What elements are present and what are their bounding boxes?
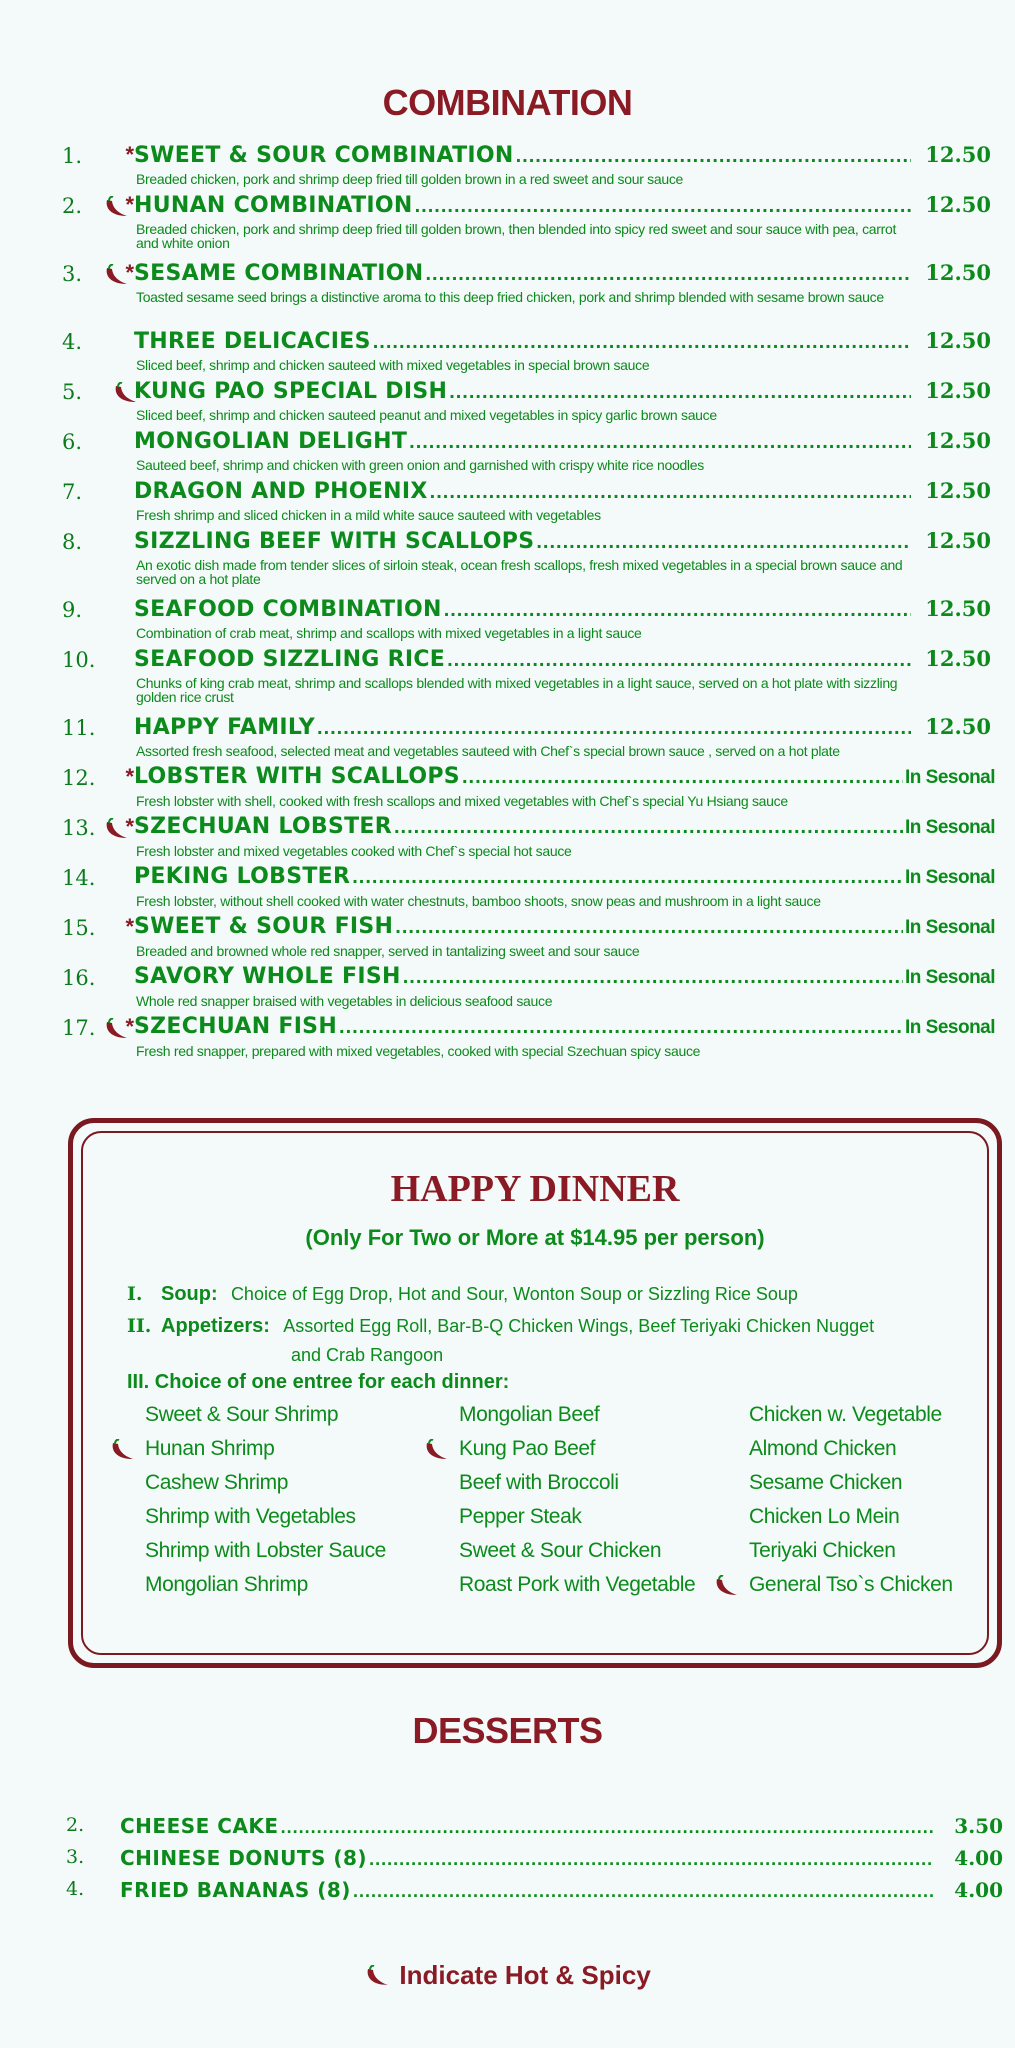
entree-item [459,1437,695,1471]
item-name: DRAGON AND PHOENIX [134,479,428,504]
appetizers-row [127,1315,874,1338]
item-number: 8. [62,530,83,554]
happy-dinner-title: HAPPY DINNER [390,1168,680,1210]
leader-dots [394,816,903,839]
leader-dots [353,1881,933,1902]
item-price: 12.50 [925,646,991,671]
entree-item [749,1573,953,1607]
item-number: 4. [62,330,83,354]
item-description: Breaded chicken, pork and shrimp deep fried till golden brown in a red sweet and sour sauce [136,171,684,187]
dessert-name: CHINESE DONUTS (8) [120,1846,368,1870]
item-price: 12.50 [925,528,991,553]
combo-item [0,590,1015,641]
item-number: 7. [62,480,83,504]
combo-item [0,1008,1015,1059]
item-name: SIZZLING BEEF WITH SCALLOPS [134,529,535,554]
item-description: Whole red snapper braised with vegetables in delicious seafood sauce [136,993,553,1009]
entree-column-chicken [749,1403,953,1607]
leader-dots [425,263,911,286]
item-number: 2. [62,194,83,218]
chili-pepper-icon [423,1439,451,1463]
entree-item [459,1573,695,1607]
item-description: Combination of crab meat, shrimp and scallops with mixed vegetables in a light sauce [136,625,642,641]
desserts-list [0,1812,1015,1908]
combo-item [0,908,1015,959]
leader-dots [395,916,903,939]
appetizers-row-2 [291,1345,443,1367]
item-description: Sliced beef, shrimp and chicken sauteed with mixed vegetables in special brown sauce [136,357,650,373]
item-name: SZECHUAN FISH [134,1014,338,1039]
item-description: Toasted sesame seed brings a distinctive aroma to this deep fried chicken, pork and shrimp blended with sesame brown sauce [136,289,884,305]
item-marks [98,378,134,404]
leader-dots [449,381,911,404]
chili-pepper-icon [112,382,134,402]
combo-item [0,640,1015,705]
item-price: 12.50 [925,378,991,403]
happy-dinner-box [68,1118,1002,1668]
item-price: 12.50 [925,596,991,621]
entree-name: Chicken Lo Mein [749,1505,900,1528]
combo-item [0,858,1015,909]
item-price: 12.50 [925,478,991,503]
dessert-price: 4.00 [954,1878,1003,1902]
item-description: Chunks of king crab meat, shrimp and scallops blended with mixed vegetables in a light sauce, served on a hot plate with sizzling golden rice crust [136,675,898,705]
entree-name: Shrimp with Lobster Sauce [145,1539,386,1562]
leader-dots [281,1817,933,1838]
dessert-item [0,1876,1015,1908]
item-description: Breaded chicken, pork and shrimp deep fried till golden brown, then blended into spicy red sweet and sour sauce with pea, carrot and white onion [136,221,897,251]
combo-item [0,254,1015,305]
item-number: 17. [62,1016,96,1040]
appetizers-text-2: and Crab Rangoon [291,1345,444,1365]
entree-name: Pepper Steak [459,1505,582,1528]
item-name: THREE DELICACIES [134,329,371,354]
item-price: 12.50 [925,192,991,217]
entree-item [459,1539,695,1573]
combination-title: COMBINATION [382,82,633,123]
desserts-title: DESSERTS [412,1710,603,1751]
happy-dinner-subtitle: (Only For Two or More at $14.95 per person) [305,1225,765,1250]
dessert-number: 2. [66,1814,85,1836]
item-price: 12.50 [925,142,991,167]
chili-pepper-icon [103,196,125,216]
chili-pepper-icon [109,1439,137,1463]
item-price: In Sesonal [905,867,996,888]
leader-dots [409,431,911,454]
item-description: Fresh shrimp and sliced chicken in a mild white sauce sauteed with vegetables [136,507,601,523]
entree-name: Almond Chicken [749,1437,897,1460]
item-name: SEAFOOD COMBINATION [134,597,442,622]
item-marks [98,142,134,168]
soup-row [127,1283,798,1306]
dessert-number: 4. [66,1878,85,1900]
leader-dots [403,966,903,989]
entree-item [145,1437,386,1471]
dessert-price: 3.50 [954,1814,1003,1838]
entree-name: Mongolian Shrimp [145,1573,308,1596]
special-star: * [125,814,134,839]
entree-name: Sesame Chicken [749,1471,903,1494]
item-number: 9. [62,598,83,622]
item-name: SWEET & SOUR FISH [134,914,394,939]
item-price: 12.50 [925,260,991,285]
special-star: * [125,1014,134,1039]
appetizers-label: Appetizers: [161,1315,270,1337]
dessert-name: FRIED BANANAS (8) [120,1878,351,1902]
dessert-item [0,1844,1015,1876]
item-name: HAPPY FAMILY [134,715,316,740]
entree-item [749,1437,953,1471]
item-marks [98,260,134,286]
entree-name: Beef with Broccoli [459,1471,619,1494]
entree-item [749,1403,953,1437]
leader-dots [352,866,903,889]
entree-column-shrimp [145,1403,386,1607]
combo-item [0,422,1015,473]
entree-item [145,1573,386,1607]
leader-dots [536,531,911,554]
item-price: In Sesonal [905,1017,996,1038]
entree-item [145,1471,386,1505]
item-number: 1. [62,144,83,168]
chili-pepper-icon [103,1018,125,1038]
leader-dots [369,1849,933,1870]
item-number: 14. [62,866,96,890]
entree-name: General Tso`s Chicken [749,1573,953,1596]
entree-name: Teriyaki Chicken [749,1539,896,1562]
combo-item [0,136,1015,187]
leader-dots [317,717,911,740]
dessert-price: 4.00 [954,1846,1003,1870]
item-name: KUNG PAO SPECIAL DISH [134,379,448,404]
item-description: Fresh lobster, without shell cooked with water chestnuts, bamboo shoots, snow peas and mushroom in a light sauce [136,893,821,909]
entree-name: Sweet & Sour Shrimp [145,1403,339,1426]
leader-dots [339,1016,903,1039]
leader-dots [430,481,911,504]
special-star: * [125,260,134,285]
entree-item [459,1403,695,1437]
leader-dots [447,649,911,672]
entree-name: Mongolian Beef [459,1403,600,1426]
item-name: SZECHUAN LOBSTER [134,814,392,839]
entree-name: Shrimp with Vegetables [145,1505,356,1528]
special-star: * [125,764,134,789]
entree-item [459,1471,695,1505]
appetizers-text: Assorted Egg Roll, Bar-B-Q Chicken Wings, Beef Teriyaki Chicken Nugget [283,1316,875,1336]
entree-item [749,1539,953,1573]
entree-item [749,1471,953,1505]
item-description: Sliced beef, shrimp and chicken sauteed peanut and mixed vegetables in spicy garlic brown sauce [136,407,717,423]
combo-item [0,958,1015,1009]
item-name: MONGOLIAN DELIGHT [134,429,408,454]
chili-pepper-icon [713,1575,741,1599]
soup-label: Soup: [161,1283,218,1305]
item-name: SAVORY WHOLE FISH [134,964,401,989]
item-number: 3. [62,262,83,286]
entree-heading-text: III. Choice of one entree for each dinner: [127,1371,510,1393]
entree-item [459,1505,695,1539]
item-description: Fresh lobster with shell, cooked with fresh scallops and mixed vegetables with Chef`s special Yu Hsiang sauce [136,793,788,809]
item-marks [98,1014,134,1040]
entree-heading [127,1371,509,1394]
combo-item [0,708,1015,759]
combo-item [0,808,1015,859]
chili-pepper-icon [103,264,125,284]
entree-item [145,1505,386,1539]
item-price: In Sesonal [905,817,996,838]
item-number: 10. [62,648,96,672]
entree-name: Roast Pork with Vegetable [459,1573,696,1596]
item-number: 11. [62,716,96,740]
item-name: LOBSTER WITH SCALLOPS [134,764,460,789]
combo-item [0,186,1015,251]
item-price: 12.50 [925,328,991,353]
item-name: PEKING LOBSTER [134,864,351,889]
item-marks [98,764,134,790]
item-description: An exotic dish made from tender slices of sirloin steak, ocean fresh scallops, fresh mixed vegetables in a special brown sauce and served on a hot plate [136,557,903,587]
leader-dots [516,145,911,168]
item-price: In Sesonal [905,917,996,938]
entree-name: Chicken w. Vegetable [749,1403,942,1426]
legend-text: Indicate Hot & Spicy [399,1960,651,1990]
dessert-number: 3. [66,1846,85,1868]
item-name: SEAFOOD SIZZLING RICE [134,647,446,672]
combo-item [0,322,1015,373]
entree-name: Hunan Shrimp [145,1437,275,1460]
item-description: Assorted fresh seafood, selected meat and vegetables sauteed with Chef`s special brown sauce , served on a hot plate [136,743,840,759]
soup-text: Choice of Egg Drop, Hot and Sour, Wonton Soup or Sizzling Rice Soup [230,1284,798,1304]
entree-name: Sweet & Sour Chicken [459,1539,662,1562]
item-name: SWEET & SOUR COMBINATION [134,143,514,168]
item-marks [98,914,134,940]
item-number: 5. [62,380,83,404]
chili-pepper-icon [364,1965,392,1989]
item-number: 6. [62,430,83,454]
leader-dots [373,331,911,354]
item-price: In Sesonal [905,967,996,988]
spicy-legend [0,1960,1015,1991]
leader-dots [415,195,911,218]
item-description: Breaded and browned whole red snapper, served in tantalizing sweet and sour sauce [136,943,640,959]
entree-item [145,1539,386,1573]
item-name: SESAME COMBINATION [134,261,424,286]
item-number: 12. [62,766,96,790]
item-number: 15. [62,916,96,940]
special-star: * [125,914,134,939]
entree-name: Cashew Shrimp [145,1471,289,1494]
item-marks [98,192,134,218]
special-star: * [125,192,134,217]
appetizers-roman: II. [127,1315,152,1337]
entree-name: Kung Pao Beef [459,1437,596,1460]
item-marks [98,814,134,840]
item-name: HUNAN COMBINATION [134,193,413,218]
item-price: 12.50 [925,428,991,453]
dessert-item [0,1812,1015,1844]
leader-dots [444,599,911,622]
combo-item [0,522,1015,587]
item-number: 13. [62,816,96,840]
item-number: 16. [62,966,96,990]
item-description: Fresh lobster and mixed vegetables cooked with Chef`s special hot sauce [136,843,572,859]
item-description: Sauteed beef, shrimp and chicken with green onion and garnished with crispy white rice noodles [136,457,704,473]
chili-pepper-icon [103,818,125,838]
entree-item [749,1505,953,1539]
leader-dots [462,766,903,789]
combo-item [0,472,1015,523]
combo-item [0,758,1015,809]
dessert-name: CHEESE CAKE [120,1814,279,1838]
item-description: Fresh red snapper, prepared with mixed vegetables, cooked with special Szechuan spicy sauce [136,1043,701,1059]
soup-roman: I. [127,1283,143,1305]
special-star: * [125,142,134,167]
entree-column-beef [459,1403,695,1607]
item-price: 12.50 [925,714,991,739]
combo-item [0,372,1015,423]
entree-item [145,1403,386,1437]
item-price: In Sesonal [905,767,996,788]
